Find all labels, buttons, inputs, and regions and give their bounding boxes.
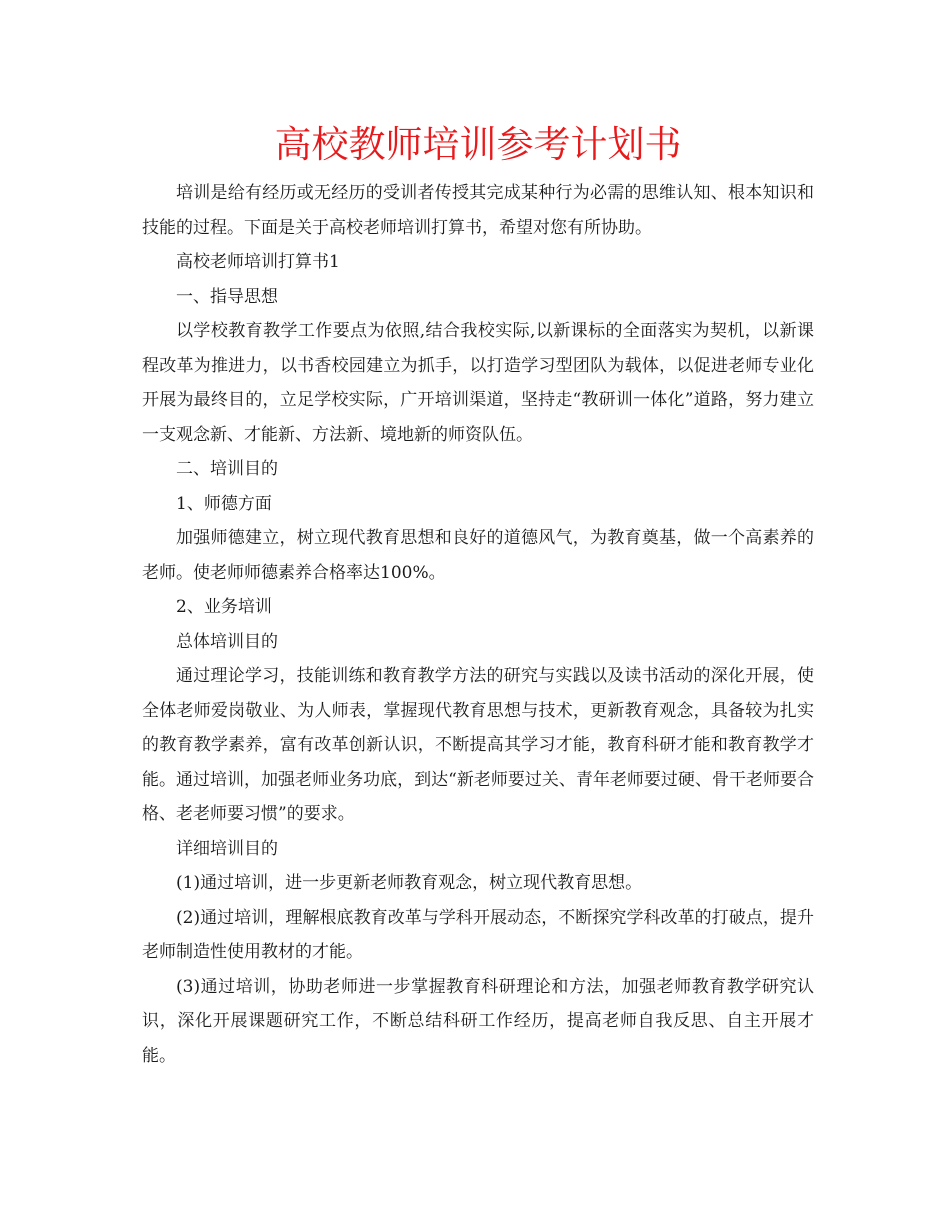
subheading-detailed-goals: 详细培训目的 bbox=[176, 838, 278, 859]
teacher-ethics-paragraph: 加强师德建立，树立现代教育思想和良好的道德风气，为教育奠基，做一个高素养的老师。使老师师德素养合格率达100%。 bbox=[142, 528, 814, 583]
section-heading-training-goals: 二、培训目的 bbox=[176, 459, 278, 479]
document-body bbox=[142, 122, 814, 1073]
subheading-teacher-ethics: 1、师德方面 bbox=[176, 493, 272, 514]
subheading-professional-training: 2、业务培训 bbox=[176, 597, 272, 617]
detailed-goal-item-2: (2)通过培训，理解根底教育改革与学科开展动态，不断探究学科改革的打破点，提升老师制造性使用教材的才能。 bbox=[142, 907, 814, 962]
detailed-goal-item-3: (3)通过培训，协助老师进一步掌握教育科研理论和方法，加强老师教育教学研究认识，深化开展课题研究工作，不断总结科研工作经历，提高老师自我反思、自主开展才能。 bbox=[142, 976, 814, 1066]
intro-paragraph: 培训是给有经历或无经历的受训者传授其完成某种行为必需的思维认知、根本知识和技能的过程。下面是关于高校老师培训打算书，希望对您有所协助。 bbox=[142, 183, 814, 238]
overall-goals-paragraph: 通过理论学习，技能训练和教育教学方法的研究与实践以及读书活动的深化开展，使全体老师爱岗敬业、为人师表，掌握现代教育思想与技术，更新教育观念，具备较为扎实的教育教学素养，富有改革创新认识，不断提高其学习才能，教育科研才能和教育教学才能。通过培训，加强老师业务功底，到达“新老师要过关、青年老师要过硬、骨干老师要合格、老老师要习惯”的要求。 bbox=[142, 666, 814, 824]
guiding-ideology-paragraph: 以学校教育教学工作要点为依照,结合我校实际,以新课标的全面落实为契机，以新课程改革为推进力，以书香校园建立为抓手，以打造学习型团队为载体，以促进老师专业化开展为最终目的，立足学校实际，广开培训渠道，坚持走“教研训一体化”道路，努力建立一支观念新、才能新、方法新、境地新的师资队伍。 bbox=[142, 321, 814, 445]
document-title: 高校教师培训参考计划书 bbox=[274, 123, 682, 166]
plan-heading: 高校老师培训打算书1 bbox=[176, 252, 340, 272]
subheading-overall-goals: 总体培训目的 bbox=[176, 631, 278, 652]
detailed-goal-item-1: (1)通过培训，进一步更新老师教育观念，树立现代教育思想。 bbox=[176, 873, 643, 893]
section-heading-guiding-ideology: 一、指导思想 bbox=[176, 286, 278, 307]
